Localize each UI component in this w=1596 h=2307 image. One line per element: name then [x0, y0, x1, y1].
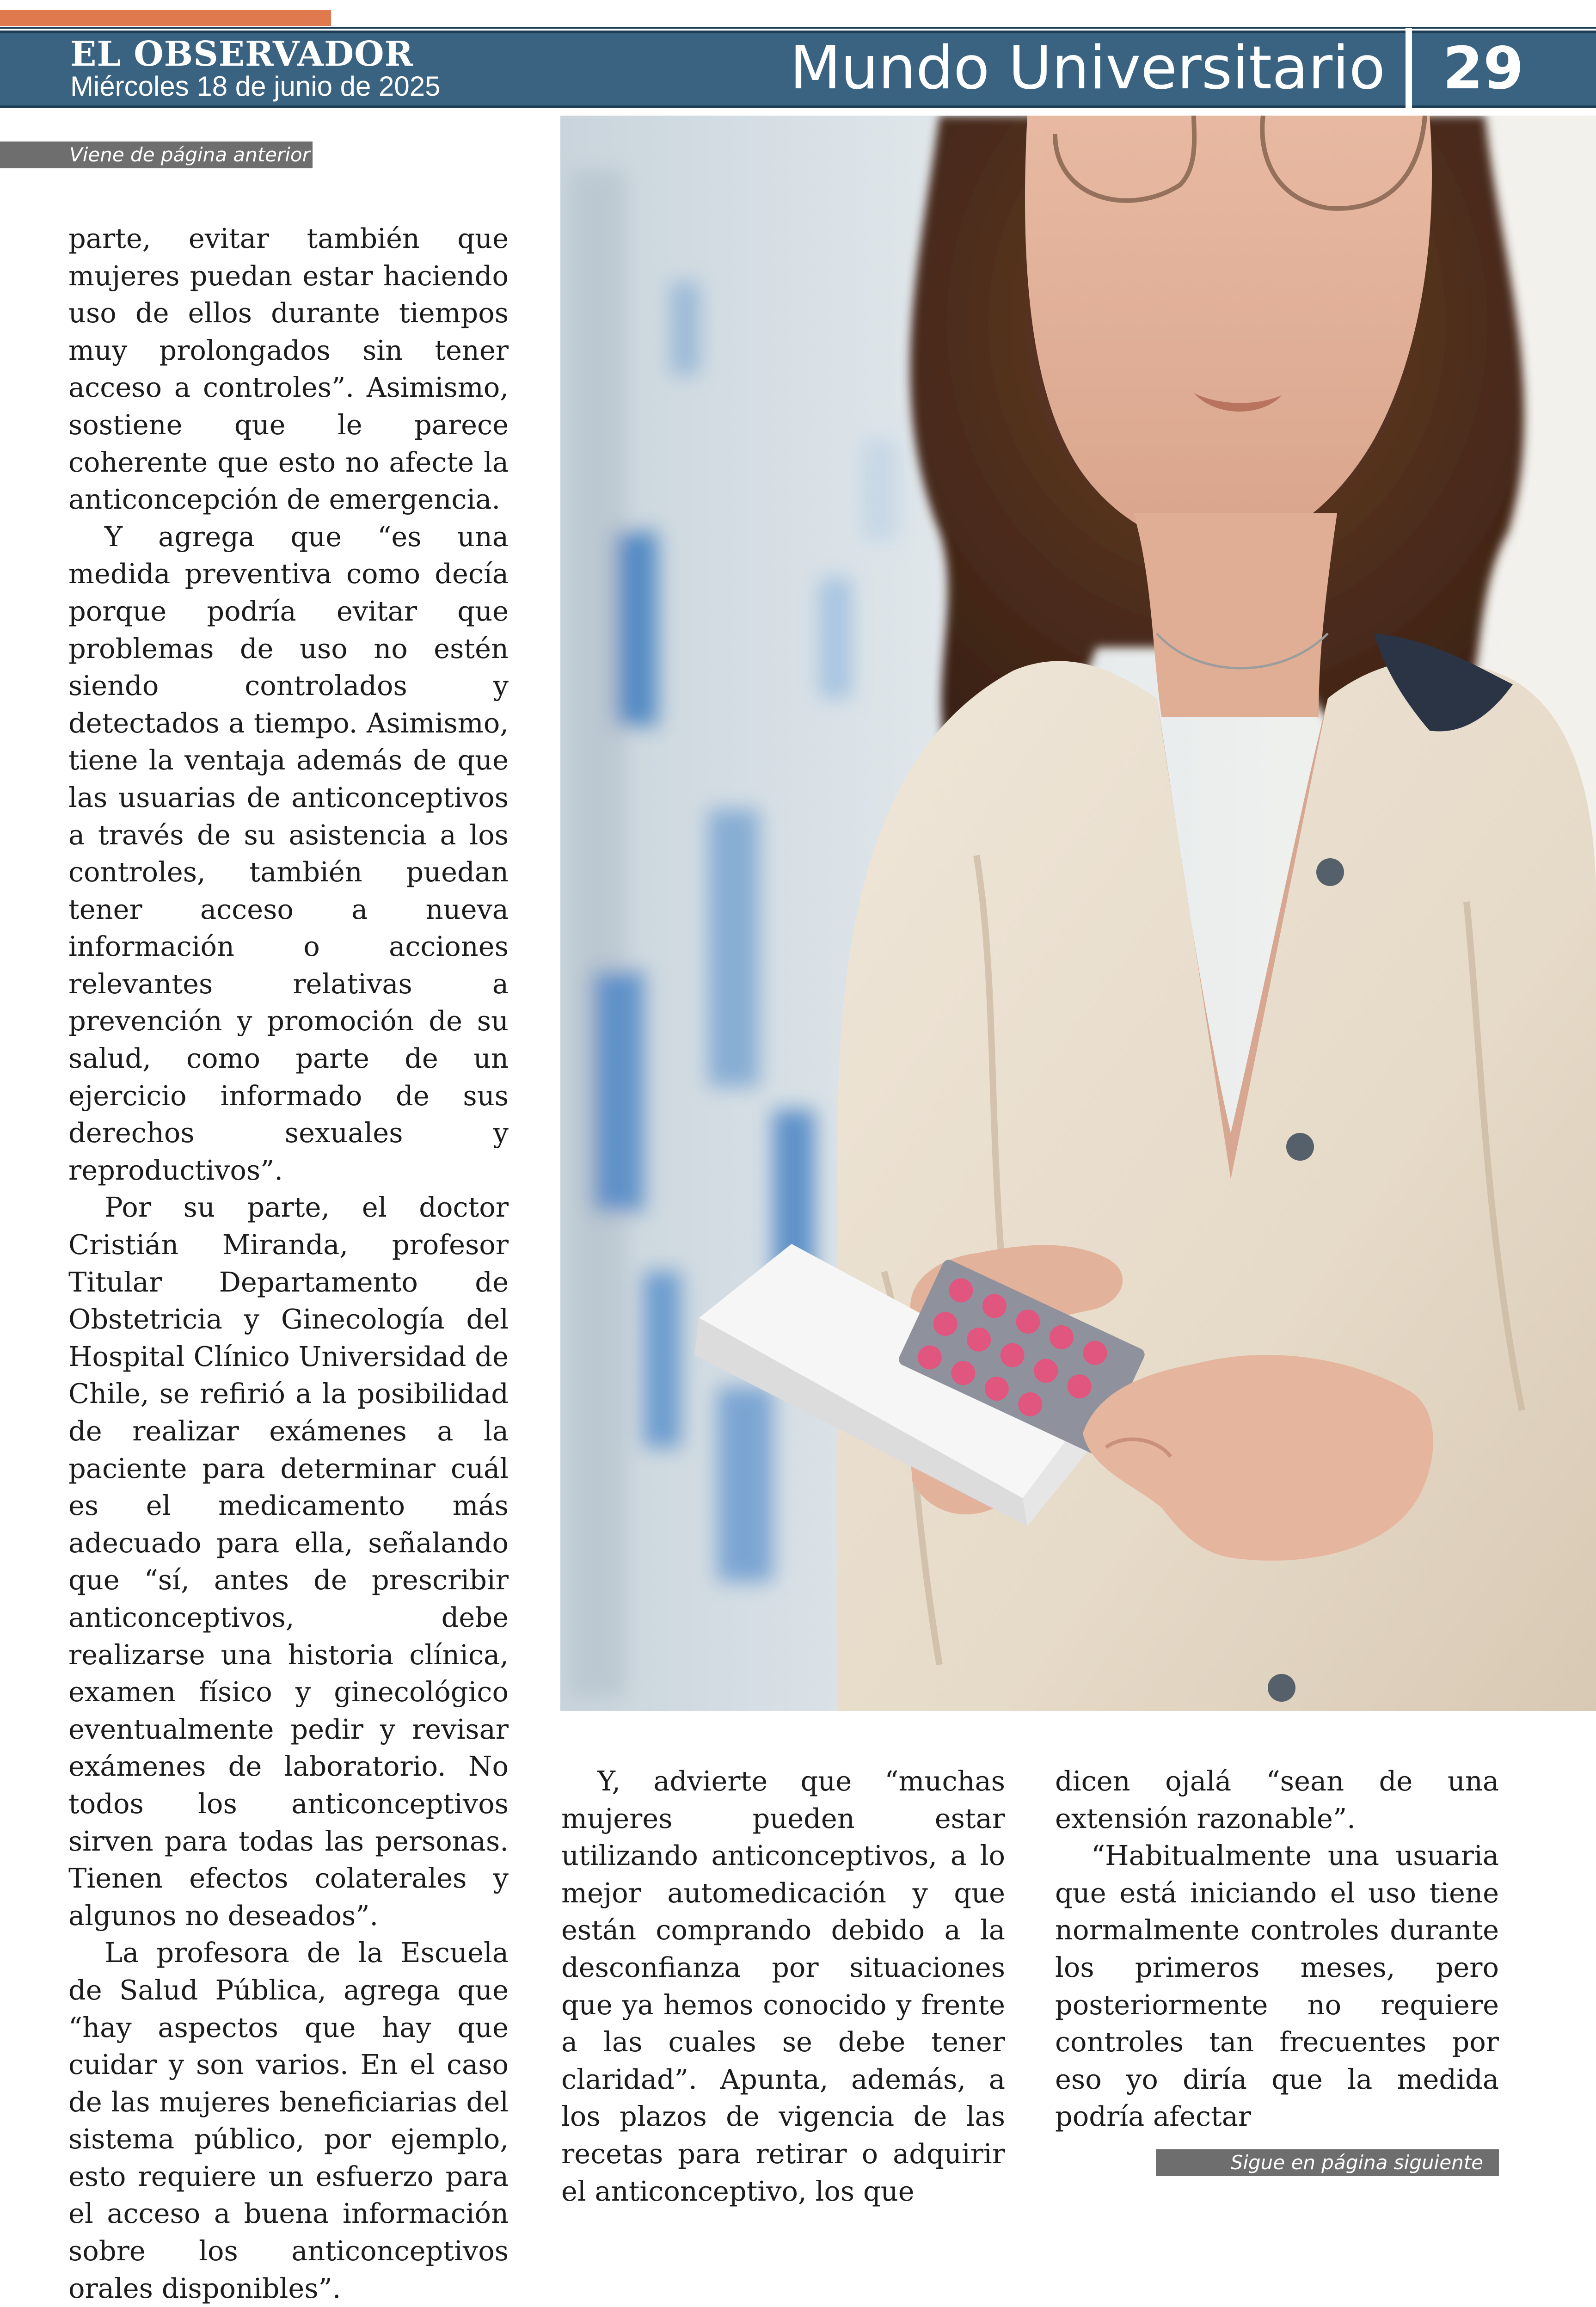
continued-on-tag: Sigue en página siguiente: [1156, 2149, 1499, 2176]
article-paragraph: La profesora de la Escuela de Salud Pública, agrega que “hay aspectos que hay que cuidar y son varios. En el caso de las mujeres beneficiarias del sistema público, por ejemplo, esto requiere un esfuerzo para el acceso a buena información sobre los anticonceptivos orales disponibles”.: [68, 1937, 509, 2304]
article-column-2: [561, 1763, 1005, 2210]
header-accent-bar: [0, 10, 331, 26]
page-number: 29: [1443, 34, 1524, 102]
header-top-rule: [0, 27, 1596, 29]
article-paragraph: Y, advierte que “muchas mujeres pueden estar utilizando anticonceptivos, a lo mejor automedicación y que están comprando debido a la desconfianza por situaciones que ya hemos conocido y frente a las cuales se debe tener claridad”. Apunta, además, a los plazos de vigencia de las recetas para retirar o adquirir el anticonceptivo, los que: [561, 1765, 1005, 2207]
article-paragraph: dicen ojalá “sean de una extensión razonable”.: [1055, 1765, 1499, 1834]
article-paragraph: Por su parte, el doctor Cristián Miranda, profesor Titular Departamento de Obstetricia y Ginecología del Hospital Clínico Universidad de Chile, se refirió a la posibilidad de realizar exámenes a la paciente para determinar cuál es el medicamento más adecuado para ella, señalando que “sí, antes de prescribir anticonceptivos, debe realizarse una historia clínica, examen físico y ginecológico eventualmente pedir y revisar exámenes de laboratorio. No todos los anticonceptivos sirven para todas las personas. Tienen efectos colaterales y algunos no deseados”.: [68, 1191, 509, 1932]
issue-date: Miércoles 18 de junio de 2025: [70, 71, 441, 102]
article-paragraph: Y agrega que “es una medida preventiva como decía porque podría evitar que problemas de uso no estén siendo controlados y detectados a tiempo. Asimismo, tiene la ventaja además de que las usuarias de anticonceptivos a través de su asistencia a los controles, también puedan tener acceso a nueva información o acciones relevantes relativas a prevención y promoción de su salud, como parte de un ejercicio informado de sus derechos sexuales y reproductivos”.: [68, 520, 509, 1186]
article-paragraph: parte, evitar también que mujeres puedan estar haciendo uso de ellos durante tiempos muy prolongados sin tener acceso a controles”. Asimismo, sostiene que le parece coherente que esto no afecte la anticoncepción de emergencia.: [68, 222, 509, 516]
continued-from-tag: Viene de página anterior: [0, 141, 313, 168]
article-column-1: [68, 220, 509, 2307]
section-title: Mundo Universitario: [790, 34, 1385, 103]
article-column-3: [1055, 1763, 1499, 2135]
newspaper-name: EL OBSERVADOR: [70, 34, 414, 74]
header-divider: [1406, 28, 1412, 111]
article-paragraph: “Habitualmente una usuaria que está iniciando el uso tiene normalmente controles durante los primeros meses, pero posteriormente no requiere controles tan frecuentes por eso yo diría que la medida podría afectar: [1055, 1839, 1499, 2133]
article-photo: [560, 116, 1596, 1711]
